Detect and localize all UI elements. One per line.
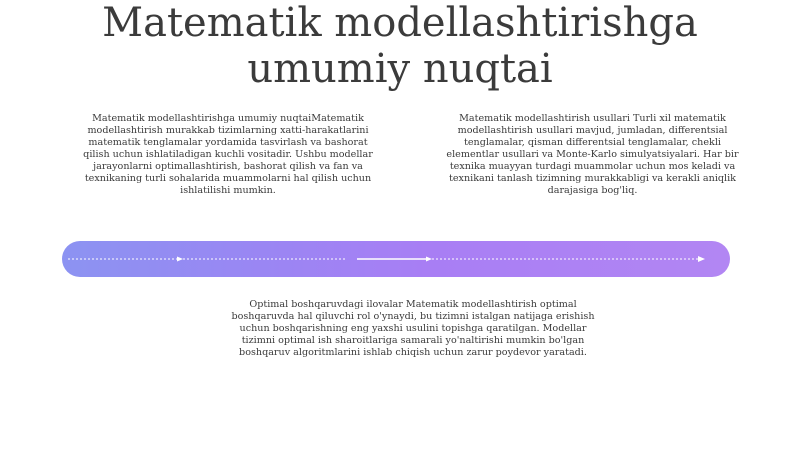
overview-text-block: Matematik modellashtirishga umumiy nuqtaiMatematik modellashtirish murakkab tizimlarning xatti-harakatlarini matematik tenglamalar yordamida tasvirlash va bashorat qilish uchun ishlatiladigan kuchli vositadir. Ushbu modellar jarayonlarni optimallashtirish, bashorat qilish va fan va texnikaning turli sohalarida muammolarni hal qilish uchun ishlatilishi mumkin. bbox=[83, 113, 373, 196]
timeline-bar bbox=[62, 241, 730, 277]
optimal-control-text-block: Optimal boshqaruvdagi ilovalar Matematik modellashtirish optimal boshqaruvda hal qiluvchi rol o'ynaydi, bu tizimni istalgan natijaga erishish uchun boshqarishning eng yaxshi usulini topishga qaratilgan. Modellar tizimni optimal ish sharoitlariga samarali yo'naltirishi mumkin bo'lgan boshqaruv algoritmlarini ishlab chiqish uchun zarur poydevor yaratadi. bbox=[231, 299, 595, 358]
timeline-arrows bbox=[62, 241, 730, 277]
timeline-arrowhead-2 bbox=[426, 257, 432, 262]
methods-text-block: Matematik modellashtirish usullari Turli xil matematik modellashtirish usullari mavjud, jumladan, differentsial tenglamalar, qisman differentsial tenglamalar, chekli elementlar usullari va Monte-Karlo simulyatsiyalari. Har bir texnika muayyan turdagi muammolar uchun mos keladi va texnikani tanlash tizimning murakkabligi va kerakli aniqlik darajasiga bog'liq. bbox=[446, 113, 739, 196]
timeline-arrowhead-3 bbox=[698, 256, 705, 262]
timeline-arrowhead-1 bbox=[177, 257, 183, 262]
slide-title: Matematik modellashtirishga umumiy nuqtai bbox=[102, 0, 698, 92]
